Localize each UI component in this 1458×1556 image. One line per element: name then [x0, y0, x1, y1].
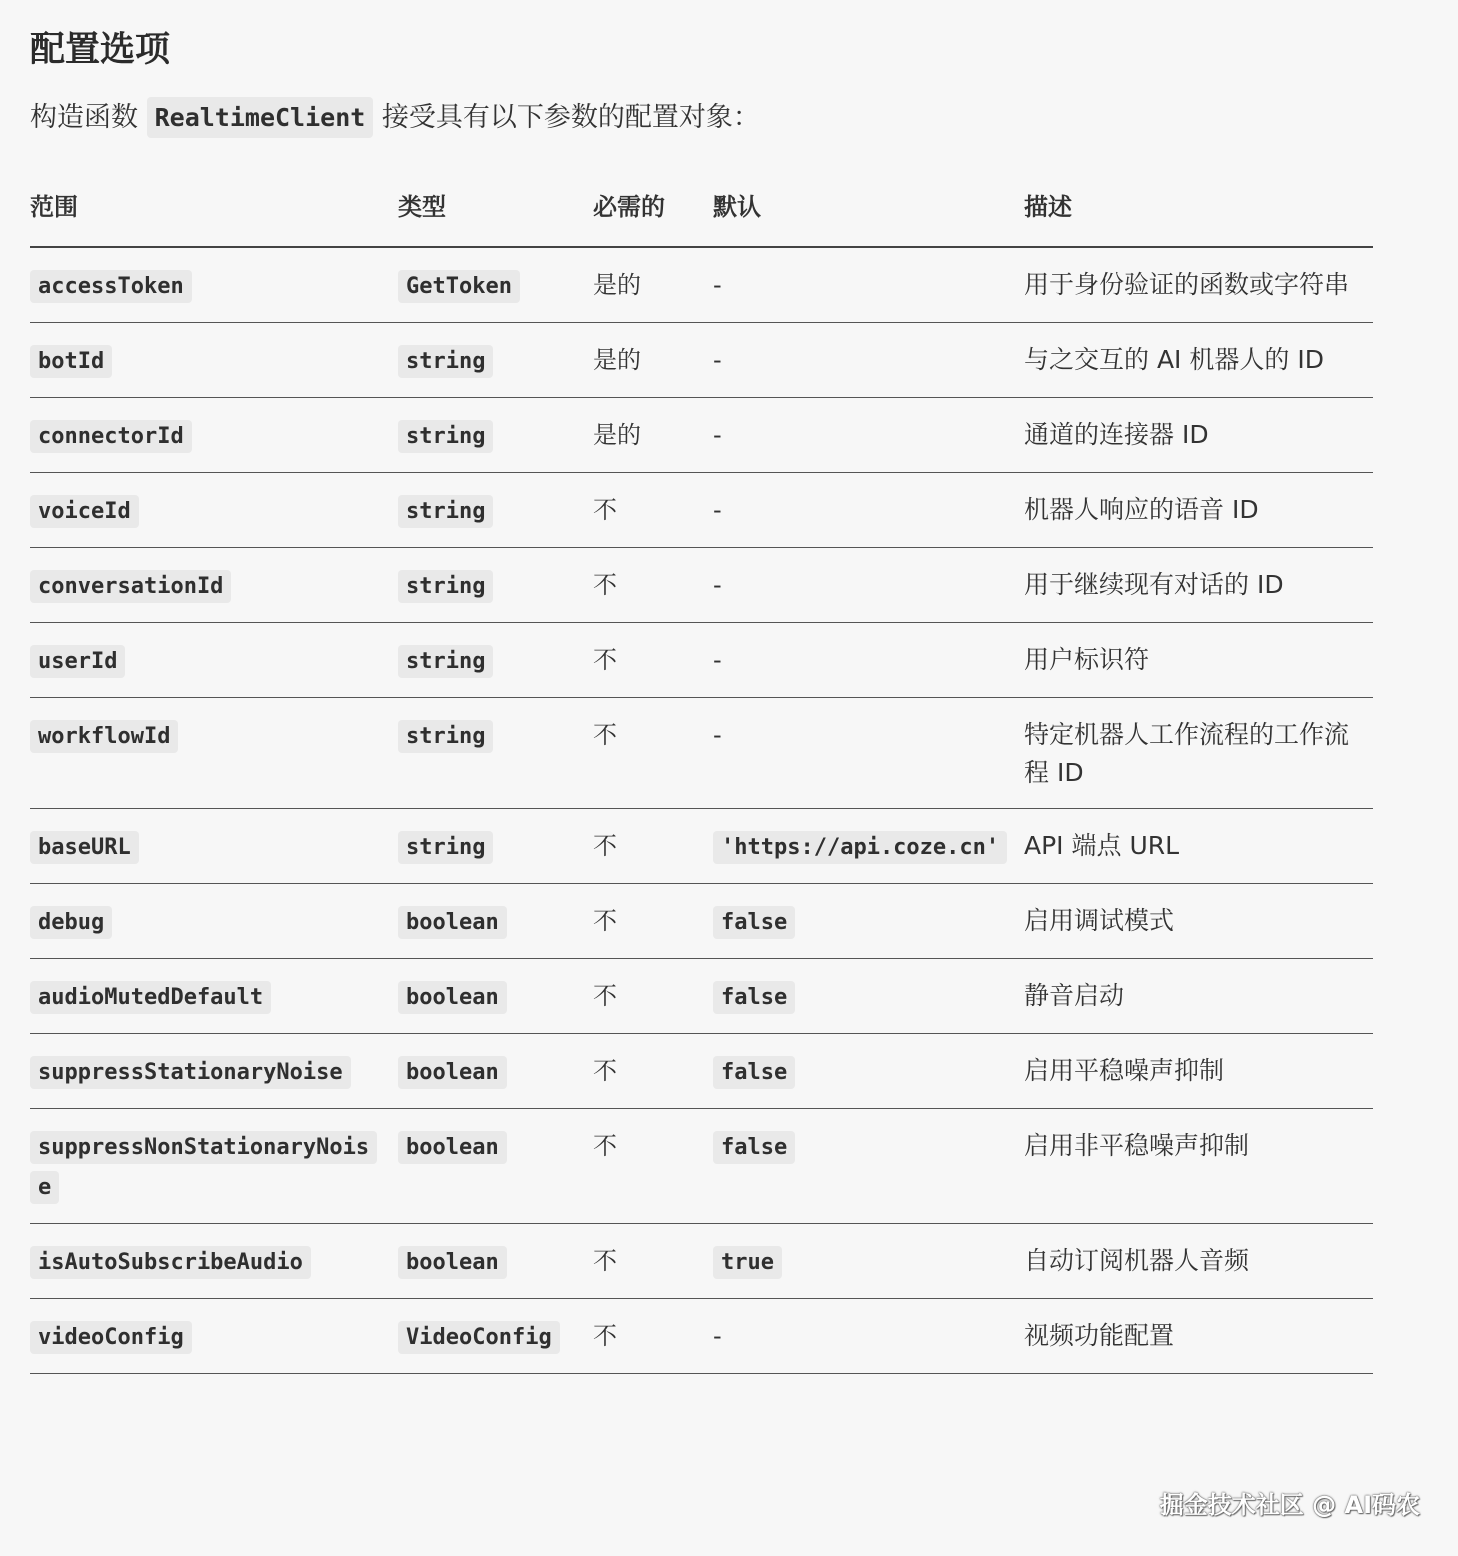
- param-type-cell: [398, 1109, 593, 1224]
- param-name: audioMutedDefault: [30, 981, 271, 1014]
- param-description-cell: [1024, 959, 1373, 1034]
- param-default-cell: [713, 884, 1024, 959]
- param-description-cell: [1024, 398, 1373, 473]
- param-name-cell: [30, 1109, 398, 1224]
- param-name: isAutoSubscribeAudio: [30, 1246, 311, 1279]
- param-type: boolean: [398, 1131, 507, 1164]
- param-required-cell: [593, 959, 713, 1034]
- param-type-cell: [398, 698, 593, 809]
- param-type: boolean: [398, 1246, 507, 1279]
- param-type-cell: [398, 884, 593, 959]
- param-default-cell: [713, 548, 1024, 623]
- param-default-cell: [713, 1224, 1024, 1299]
- param-name: accessToken: [30, 270, 192, 303]
- param-name: connectorId: [30, 420, 192, 453]
- param-description-cell: [1024, 1034, 1373, 1109]
- param-required: 不: [593, 1132, 617, 1160]
- param-required: 是的: [593, 346, 641, 374]
- param-default-cell: [713, 323, 1024, 398]
- table-row: [30, 398, 1373, 473]
- param-type: string: [398, 645, 493, 678]
- param-description: API 端点 URL: [1024, 831, 1180, 860]
- table-row: [30, 1299, 1373, 1374]
- param-type-cell: [398, 323, 593, 398]
- table-row: [30, 247, 1373, 323]
- param-name: botId: [30, 345, 112, 378]
- param-name: suppressNonStationaryNoise: [30, 1131, 377, 1204]
- param-default: true: [713, 1246, 782, 1279]
- param-name-cell: [30, 398, 398, 473]
- param-type: boolean: [398, 1056, 507, 1089]
- param-description-cell: [1024, 623, 1373, 698]
- param-required: 不: [593, 721, 617, 749]
- param-required: 是的: [593, 271, 641, 299]
- param-default: -: [713, 571, 722, 599]
- param-type-cell: [398, 623, 593, 698]
- param-type-cell: [398, 548, 593, 623]
- param-default: -: [713, 271, 722, 299]
- param-required-cell: [593, 884, 713, 959]
- param-description: 启用非平稳噪声抑制: [1024, 1131, 1250, 1160]
- watermark: 掘金技术社区 @ AI码农: [1159, 1491, 1420, 1519]
- param-required: 不: [593, 982, 617, 1010]
- param-default-cell: [713, 247, 1024, 323]
- param-type-cell: [398, 1224, 593, 1299]
- param-required: 不: [593, 571, 617, 599]
- param-required-cell: [593, 398, 713, 473]
- param-type: boolean: [398, 981, 507, 1014]
- param-default: false: [713, 981, 795, 1014]
- param-description: 静音启动: [1024, 981, 1125, 1010]
- param-default-cell: [713, 1109, 1024, 1224]
- param-required-cell: [593, 1109, 713, 1224]
- param-description: 通道的连接器 ID: [1024, 420, 1209, 449]
- param-required-cell: [593, 323, 713, 398]
- param-default-cell: [713, 809, 1024, 884]
- param-name: videoConfig: [30, 1321, 192, 1354]
- param-description: 启用平稳噪声抑制: [1024, 1056, 1225, 1085]
- param-required-cell: [593, 548, 713, 623]
- param-default-cell: [713, 1034, 1024, 1109]
- param-description-cell: [1024, 473, 1373, 548]
- param-required-cell: [593, 247, 713, 323]
- param-default: false: [713, 906, 795, 939]
- param-required-cell: [593, 1299, 713, 1374]
- param-default: -: [713, 346, 722, 374]
- param-type: string: [398, 570, 493, 603]
- intro-prefix: 构造函数: [30, 102, 138, 133]
- param-default: -: [713, 1322, 722, 1350]
- param-name-cell: [30, 1034, 398, 1109]
- section-heading: 配置选项: [30, 30, 171, 70]
- table-row: [30, 959, 1373, 1034]
- param-type: string: [398, 720, 493, 753]
- table-row: [30, 809, 1373, 884]
- param-type-cell: [398, 959, 593, 1034]
- param-name: conversationId: [30, 570, 231, 603]
- param-name-cell: [30, 884, 398, 959]
- param-name-cell: [30, 548, 398, 623]
- param-default: -: [713, 721, 722, 749]
- param-description-cell: [1024, 1109, 1373, 1224]
- param-name-cell: [30, 1299, 398, 1374]
- param-name-cell: [30, 698, 398, 809]
- param-description: 自动订阅机器人音频: [1024, 1246, 1250, 1275]
- header-type: 类型: [398, 188, 593, 247]
- param-type: GetToken: [398, 270, 520, 303]
- param-required-cell: [593, 623, 713, 698]
- param-description: 机器人响应的语音 ID: [1024, 495, 1259, 524]
- param-required: 不: [593, 1247, 617, 1275]
- param-description: 视频功能配置: [1024, 1321, 1175, 1350]
- param-required: 不: [593, 1322, 617, 1350]
- param-required: 不: [593, 832, 617, 860]
- param-description-cell: [1024, 1224, 1373, 1299]
- param-name: workflowId: [30, 720, 178, 753]
- param-default: -: [713, 646, 722, 674]
- param-required-cell: [593, 698, 713, 809]
- table-row: [30, 884, 1373, 959]
- param-default: -: [713, 496, 722, 524]
- param-default-cell: [713, 473, 1024, 548]
- param-name: baseURL: [30, 831, 139, 864]
- intro-suffix: 接受具有以下参数的配置对象：: [381, 102, 760, 133]
- param-type: string: [398, 420, 493, 453]
- header-default: 默认: [713, 188, 1024, 247]
- table-row: [30, 623, 1373, 698]
- param-type-cell: [398, 1034, 593, 1109]
- table-row: [30, 548, 1373, 623]
- param-required: 是的: [593, 421, 641, 449]
- table-row: [30, 473, 1373, 548]
- param-name-cell: [30, 473, 398, 548]
- param-type: string: [398, 345, 493, 378]
- param-name: voiceId: [30, 495, 139, 528]
- param-description: 用于继续现有对话的 ID: [1024, 570, 1284, 599]
- param-name-cell: [30, 809, 398, 884]
- param-type: string: [398, 495, 493, 528]
- param-type: boolean: [398, 906, 507, 939]
- param-type-cell: [398, 247, 593, 323]
- param-type-cell: [398, 473, 593, 548]
- param-description: 与之交互的 AI 机器人的 ID: [1024, 345, 1324, 374]
- param-type: VideoConfig: [398, 1321, 560, 1354]
- header-description: 描述: [1024, 188, 1373, 247]
- param-default-cell: [713, 959, 1024, 1034]
- param-required-cell: [593, 473, 713, 548]
- param-description-cell: [1024, 548, 1373, 623]
- param-required: 不: [593, 496, 617, 524]
- param-description: 用于身份验证的函数或字符串: [1024, 270, 1350, 299]
- param-default-cell: [713, 398, 1024, 473]
- config-table: [30, 188, 1373, 1374]
- param-name-cell: [30, 1224, 398, 1299]
- param-description-cell: [1024, 323, 1373, 398]
- param-type-cell: [398, 398, 593, 473]
- param-name: suppressStationaryNoise: [30, 1056, 351, 1089]
- param-name-cell: [30, 247, 398, 323]
- param-type-cell: [398, 809, 593, 884]
- param-name: debug: [30, 906, 112, 939]
- table-row: [30, 1224, 1373, 1299]
- param-default: false: [713, 1056, 795, 1089]
- param-description: 特定机器人工作流程的工作流程 ID: [1024, 720, 1350, 787]
- param-required-cell: [593, 809, 713, 884]
- intro-paragraph: [30, 96, 760, 140]
- param-default: false: [713, 1131, 795, 1164]
- param-name-cell: [30, 959, 398, 1034]
- header-required: 必需的: [593, 188, 713, 247]
- param-required: 不: [593, 907, 617, 935]
- table-row: [30, 323, 1373, 398]
- param-type: string: [398, 831, 493, 864]
- param-required: 不: [593, 646, 617, 674]
- param-description-cell: [1024, 809, 1373, 884]
- table-header-row: [30, 188, 1373, 247]
- param-description-cell: [1024, 247, 1373, 323]
- param-default: 'https://api.coze.cn': [713, 831, 1007, 864]
- param-default-cell: [713, 698, 1024, 809]
- param-default-cell: [713, 623, 1024, 698]
- param-required-cell: [593, 1224, 713, 1299]
- param-default: -: [713, 421, 722, 449]
- param-description: 启用调试模式: [1024, 906, 1175, 935]
- table-row: [30, 1109, 1373, 1224]
- param-required: 不: [593, 1057, 617, 1085]
- intro-code: RealtimeClient: [147, 97, 374, 138]
- param-required-cell: [593, 1034, 713, 1109]
- param-description-cell: [1024, 1299, 1373, 1374]
- param-name-cell: [30, 623, 398, 698]
- param-name-cell: [30, 323, 398, 398]
- param-name: userId: [30, 645, 125, 678]
- header-name: 范围: [30, 188, 398, 247]
- param-description-cell: [1024, 884, 1373, 959]
- param-type-cell: [398, 1299, 593, 1374]
- table-row: [30, 698, 1373, 809]
- param-description-cell: [1024, 698, 1373, 809]
- param-description: 用户标识符: [1024, 645, 1150, 674]
- table-row: [30, 1034, 1373, 1109]
- param-default-cell: [713, 1299, 1024, 1374]
